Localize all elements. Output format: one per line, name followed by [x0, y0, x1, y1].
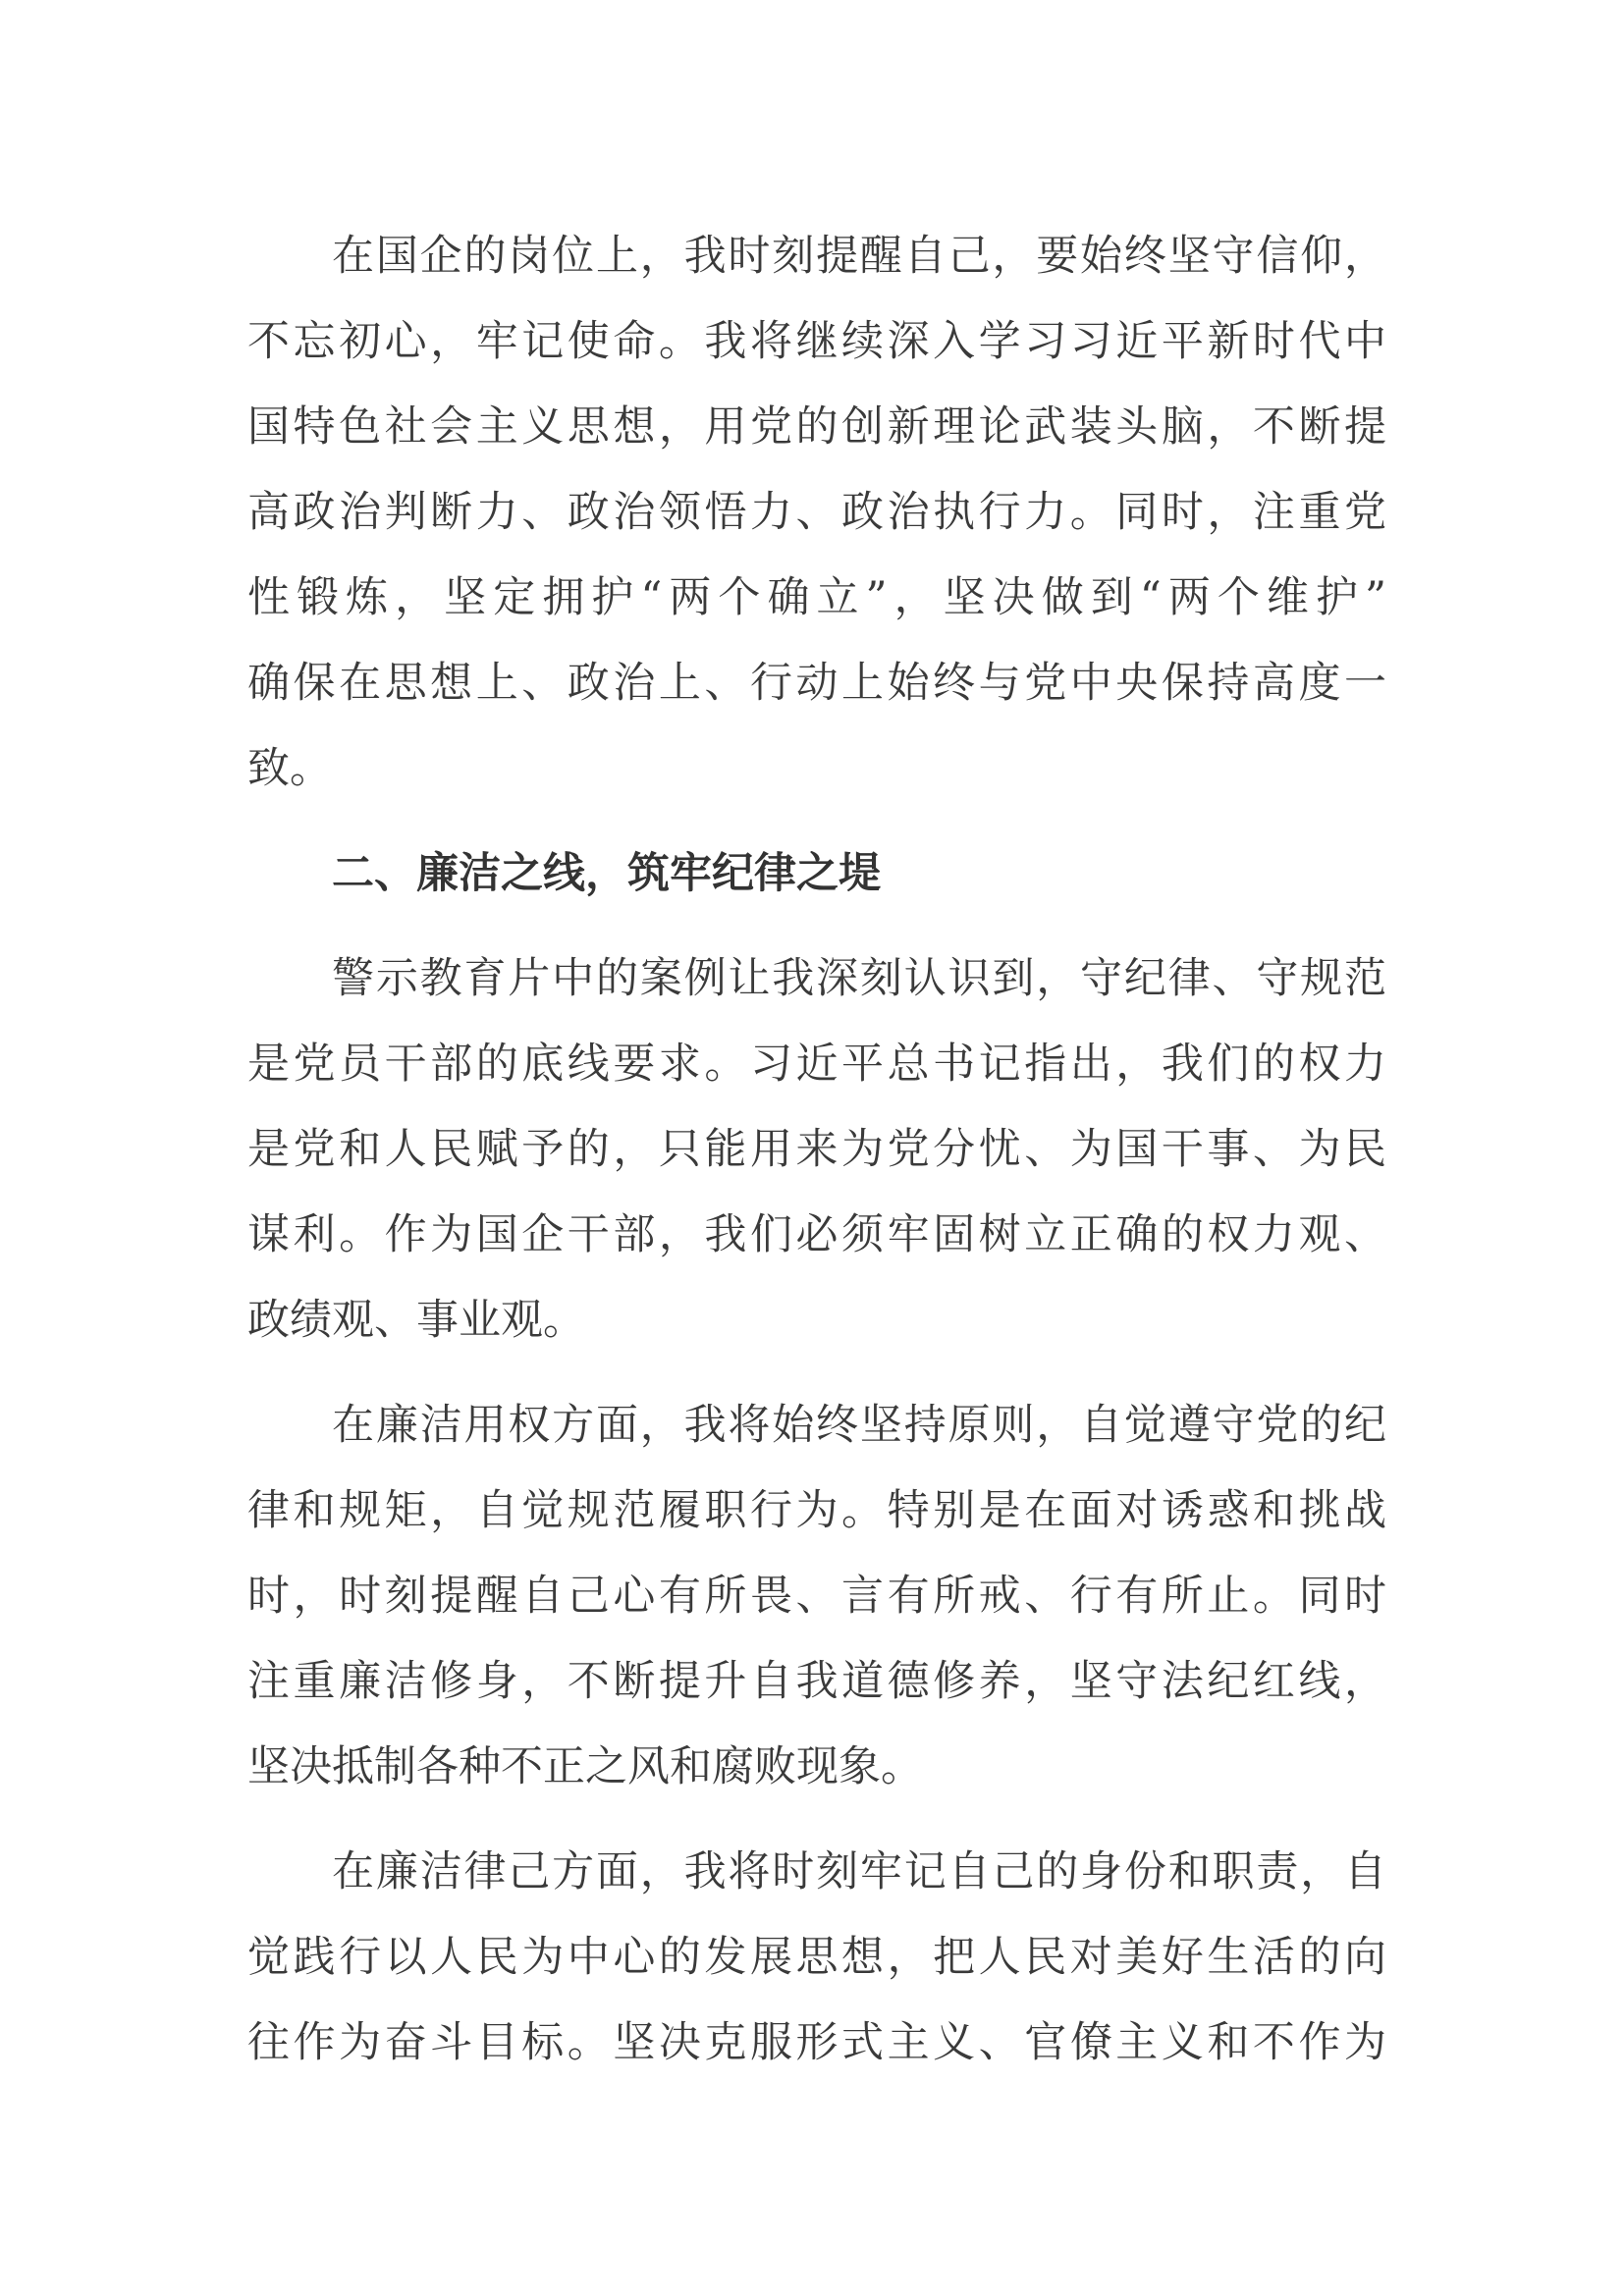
- text-line: 是党和人民赋予的，只能用来为党分忧、为国干事、为民: [247, 1125, 1386, 1174]
- text-line: 确保在思想上、政治上、行动上始终与党中央保持高度一: [247, 659, 1386, 708]
- paragraph-discipline-awareness: [247, 936, 1386, 1363]
- text-line: 坚决抵制各种不正之风和腐败现象。: [247, 1742, 923, 1791]
- text-line: 性锻炼，坚定拥护“两个确立”，坚决做到“两个维护”: [247, 573, 1386, 622]
- section-heading: [247, 831, 1386, 917]
- text-line: 在国企的岗位上，我时刻提醒自己，要始终坚守信仰，: [332, 232, 1386, 281]
- document-body: [247, 214, 1386, 2106]
- text-line: 高政治判断力、政治领悟力、政治执行力。同时，注重党: [247, 488, 1386, 537]
- text-line: 不忘初心，牢记使命。我将继续深入学习习近平新时代中: [247, 317, 1386, 366]
- paragraph-faith-mission: [247, 214, 1386, 812]
- paragraph-clean-power: [247, 1383, 1386, 1810]
- text-line: 律和规矩，自觉规范履职行为。特别是在面对诱惑和挑战: [247, 1486, 1386, 1535]
- text-line: 往作为奋斗目标。坚决克服形式主义、官僚主义和不作为: [247, 2018, 1386, 2067]
- text-line: 是党员干部的底线要求。习近平总书记指出，我们的权力: [247, 1040, 1386, 1089]
- text-line: 注重廉洁修身，不断提升自我道德修养，坚守法纪红线，: [247, 1657, 1386, 1706]
- paragraph-self-discipline: [247, 1830, 1386, 2086]
- text-line: 在廉洁用权方面，我将始终坚持原则，自觉遵守党的纪: [332, 1401, 1386, 1450]
- text-line: 谋利。作为国企干部，我们必须牢固树立正确的权力观、: [247, 1210, 1386, 1259]
- text-line: 觉践行以人民为中心的发展思想，把人民对美好生活的向: [247, 1933, 1386, 1982]
- text-line: 时，时刻提醒自己心有所畏、言有所戒、行有所止。同时: [247, 1572, 1386, 1621]
- text-line: 政绩观、事业观。: [247, 1296, 585, 1345]
- text-line: 国特色社会主义思想，用党的创新理论武装头脑，不断提: [247, 402, 1386, 452]
- text-line: 警示教育片中的案例让我深刻认识到，守纪律、守规范: [332, 954, 1386, 1003]
- heading-text: 二、廉洁之线，筑牢纪律之堤: [332, 849, 881, 898]
- text-line: 在廉洁律己方面，我将时刻牢记自己的身份和职责，自: [332, 1847, 1386, 1896]
- text-line: 致。: [247, 744, 332, 793]
